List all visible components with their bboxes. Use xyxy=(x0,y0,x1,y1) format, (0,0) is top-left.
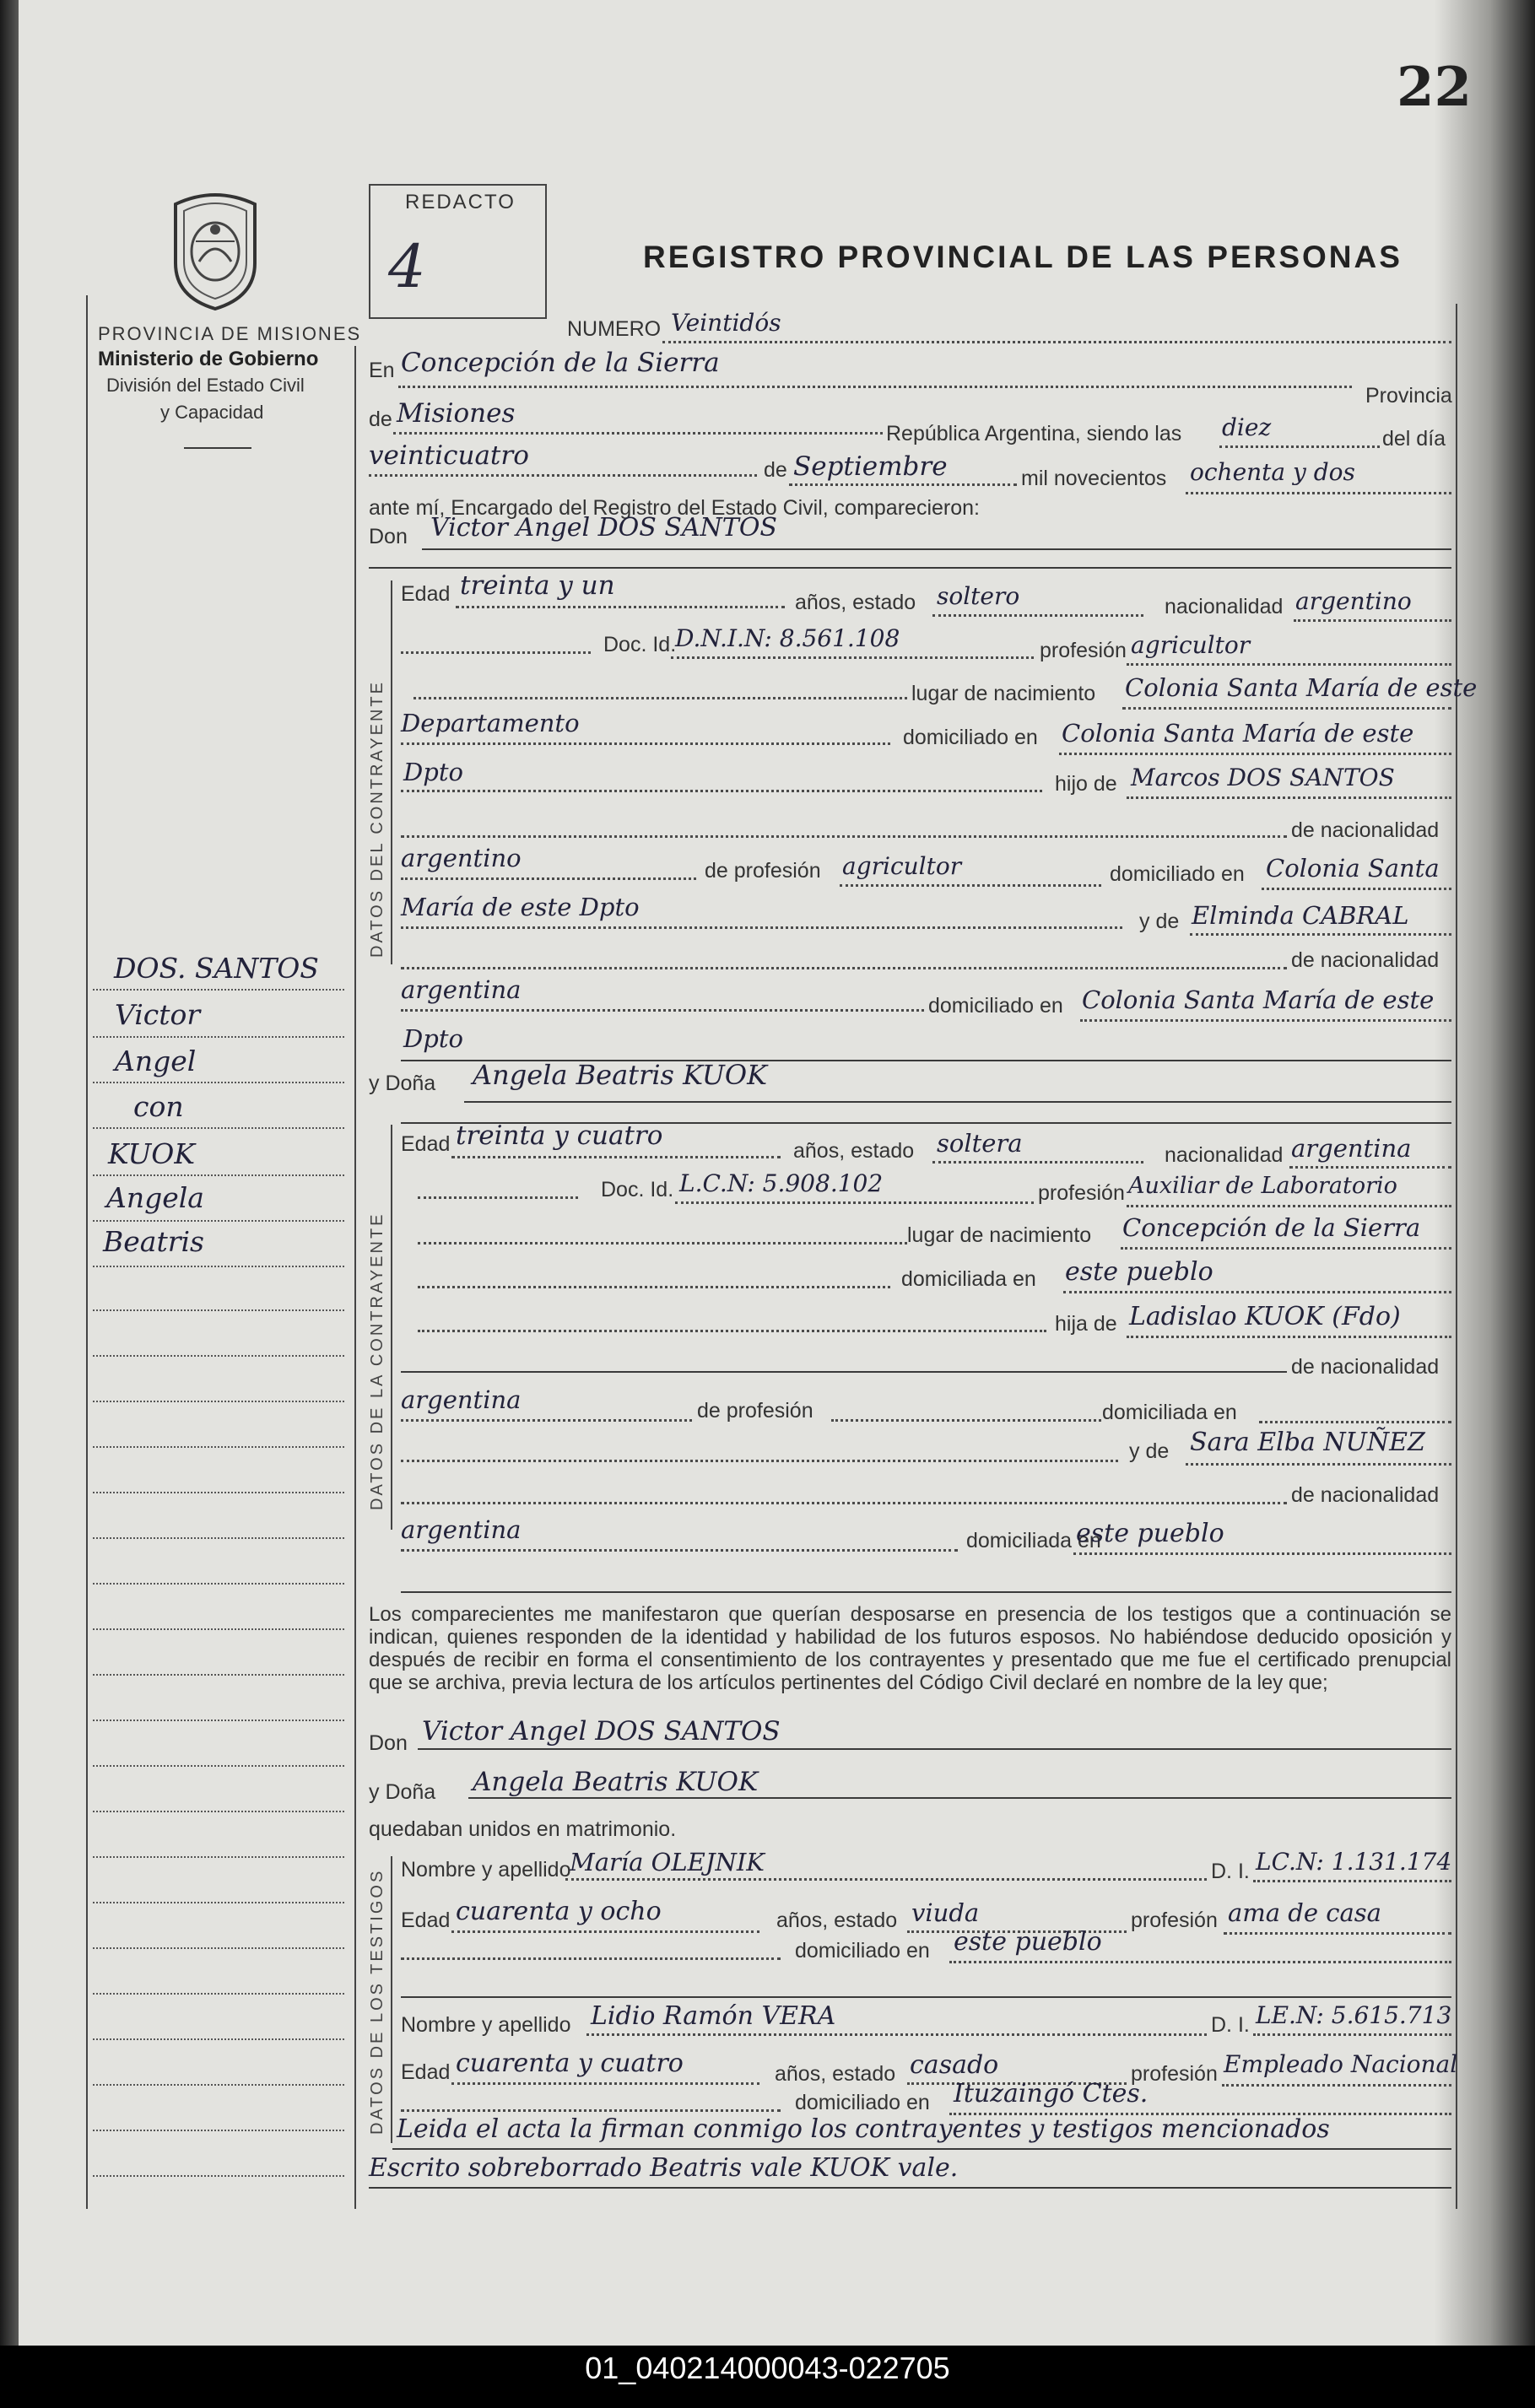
margin-line xyxy=(93,1082,344,1083)
header-ministry: Ministerio de Gobierno xyxy=(98,348,319,370)
w2-dom-label: domiciliado en xyxy=(795,2091,930,2114)
numero-label: NUMERO xyxy=(567,317,662,341)
margin-line xyxy=(93,1765,344,1767)
groom-name-line xyxy=(422,548,1451,550)
bride-padre-dom-label: domiciliada en xyxy=(1102,1401,1237,1424)
w2-edad-label: Edad xyxy=(401,2060,451,2084)
groom-padre-nac-pre-line xyxy=(401,835,1287,838)
w2-estado: casado xyxy=(910,2050,999,2080)
en-label: En xyxy=(369,359,395,382)
locality-line xyxy=(398,386,1352,388)
bride-madre-dom: este pueblo xyxy=(1076,1519,1224,1548)
bride-dom-label: domiciliada en xyxy=(901,1267,1036,1291)
bride-edad-line xyxy=(451,1156,781,1158)
bride-padre-nac-pre-line xyxy=(401,1371,1287,1373)
w2-anos-label: años, estado xyxy=(775,2062,896,2086)
groom-section-label: DATOS DEL CONTRAYENTE xyxy=(368,680,386,958)
margin-line xyxy=(93,1036,344,1038)
groom-name-line-2 xyxy=(369,567,1451,569)
bride-lugar: Concepción de la Sierra xyxy=(1122,1213,1421,1242)
union-closing: quedaban unidos en matrimonio. xyxy=(369,1817,677,1841)
provincial-coat-of-arms-icon xyxy=(165,186,265,310)
bride-padre-nac-line xyxy=(401,1419,692,1422)
groom-estado-line xyxy=(932,614,1143,617)
margin-line xyxy=(93,1583,344,1585)
bride-madre-dom-line xyxy=(1073,1552,1451,1555)
margin-line xyxy=(93,1492,344,1493)
w2-dom-pre-line xyxy=(401,2109,781,2112)
bride-estado-line xyxy=(932,1161,1143,1164)
bride-madre-nac-pre-line xyxy=(401,1502,1287,1504)
bride-anos-label: años, estado xyxy=(793,1139,915,1163)
union-bride-line xyxy=(468,1797,1451,1799)
bride-section-label: DATOS DE LA CONTRAYENTE xyxy=(368,1212,386,1510)
bride-y-de-label: y de xyxy=(1129,1439,1170,1463)
bride-hija-pre-line xyxy=(418,1330,1046,1332)
bride-de-nac-label: de nacionalidad xyxy=(1291,1355,1440,1379)
frame-left-rule xyxy=(86,295,88,2209)
bride-padre-nac: argentina xyxy=(401,1385,522,1414)
year-line xyxy=(1186,492,1451,494)
witnesses-section-label: DATOS DE LOS TESTIGOS xyxy=(368,1868,386,2135)
bride-end-line xyxy=(401,1591,1451,1593)
margin-line xyxy=(93,1220,344,1222)
bride-name: Angela Beatris KUOK xyxy=(473,1059,768,1091)
bride-edad-label: Edad xyxy=(401,1132,451,1156)
union-don-label: Don xyxy=(369,1731,408,1755)
groom-edad-label: Edad xyxy=(401,582,451,606)
bride-madre-line xyxy=(1186,1463,1451,1466)
province-value: Misiones xyxy=(397,398,516,429)
groom-padre-dom-label: domiciliado en xyxy=(1110,862,1245,886)
bride-madre-de-nac-label: de nacionalidad xyxy=(1291,1483,1440,1507)
groom-padre-prof-line xyxy=(840,884,1101,887)
groom-de-prof-label: de profesión xyxy=(705,859,821,883)
w1-di: LC.N: 1.131.174 xyxy=(1256,1848,1452,1876)
margin-line xyxy=(93,1993,344,1995)
header-division: División del Estado Civil xyxy=(106,375,305,396)
margin-line xyxy=(93,1628,344,1630)
bride-de-prof-label: de profesión xyxy=(697,1399,813,1423)
margin-line xyxy=(93,1355,344,1357)
margin-name: con xyxy=(133,1090,184,1123)
w1-prof-line xyxy=(1224,1932,1451,1935)
margin-line xyxy=(93,1401,344,1402)
w1-prof-label: profesión xyxy=(1131,1909,1218,1932)
bride-prof-label: profesión xyxy=(1038,1181,1125,1205)
bride-lugar-line xyxy=(1121,1247,1451,1250)
w1-profesion: ama de casa xyxy=(1228,1898,1381,1927)
header-province: PROVINCIA DE MISIONES xyxy=(98,323,362,344)
frame-margin-rule xyxy=(354,346,356,2209)
w1-dom-label: domiciliado en xyxy=(795,1939,930,1963)
union-groom-line xyxy=(418,1748,1451,1750)
margin-line xyxy=(93,1446,344,1448)
provincia-label: Provincia xyxy=(1365,384,1452,408)
w1-name-line xyxy=(565,1878,1207,1881)
numero-value: Veintidós xyxy=(671,309,781,337)
page-title: REGISTRO PROVINCIAL DE LAS PERSONAS xyxy=(643,240,1403,274)
republic-label: República Argentina, siendo las xyxy=(886,422,1182,445)
groom-domicilio: Colonia Santa María de este xyxy=(1062,719,1414,748)
declaration-text: Los comparecientes me manifestaron que querían desposarse en presencia de los testigos que a continuación se indican, quienes responden de la identidad y habilidad de los futuros esposos. No habiéndose deducido oposición y después de recibir en forma el consentimiento de los contrayentes y presentado que me fue el certificado prenupcial que se archiva, previa lectura de los artículos pertinentes del Código Civil declaré en nombre de la ley que; xyxy=(369,1603,1451,1694)
w2-edad-line xyxy=(451,2082,759,2085)
w2-nombre-label: Nombre y apellido xyxy=(401,2013,571,2037)
margin-line xyxy=(93,2038,344,2040)
groom-lugar: Colonia Santa María de este xyxy=(1125,673,1478,702)
w1-estado: viuda xyxy=(911,1898,980,1927)
w2-prof-line xyxy=(1222,2084,1451,2087)
bride-madre-dom-label: domiciliada en xyxy=(966,1529,1101,1552)
bride-doc-line xyxy=(675,1201,1034,1204)
day-value: veinticuatro xyxy=(369,440,529,471)
groom-doc: D.N.I.N: 8.561.108 xyxy=(675,624,900,652)
margin-line xyxy=(93,1947,344,1949)
margin-line xyxy=(93,1127,344,1129)
month-value: Septiembre xyxy=(793,451,948,482)
year-value: ochenta y dos xyxy=(1190,458,1355,486)
bride-domicilio: este pueblo xyxy=(1065,1257,1213,1287)
de-label: de xyxy=(369,408,392,431)
ante-mi-text: ante mí, Encargado del Registro del Estado Civil, comparecieron: xyxy=(369,496,980,520)
w1-di-label: D. I. xyxy=(1211,1860,1250,1883)
margin-name: Beatris xyxy=(103,1225,204,1258)
groom-madre-nac: argentina xyxy=(401,975,522,1004)
groom-doc-line xyxy=(671,656,1034,659)
groom-madre-dom: Colonia Santa María de este xyxy=(1082,985,1435,1014)
groom-padre-nac: argentino xyxy=(401,844,522,872)
binding-shadow xyxy=(1435,0,1535,2346)
bride-profesion: Auxiliar de Laboratorio xyxy=(1128,1173,1397,1199)
margin-name: Angela xyxy=(106,1181,204,1214)
union-groom: Victor Angel DOS SANTOS xyxy=(422,1716,781,1747)
closing-note-1: Leida el acta la firman conmigo los contrayentes y testigos mencionados xyxy=(397,2114,1330,2144)
groom-madre-dom-line xyxy=(1080,1019,1451,1022)
groom-anos-label: años, estado xyxy=(795,591,916,614)
bride-dom-line xyxy=(1063,1291,1451,1293)
bride-prof-line xyxy=(1127,1205,1451,1207)
numero-line xyxy=(662,341,1451,343)
w1-edad-line xyxy=(451,1930,759,1933)
province-line xyxy=(393,432,883,435)
w2-di: LE.N: 5.615.713 xyxy=(1256,2001,1452,2029)
page-number: 22 xyxy=(1397,56,1473,119)
w2-profesion: Empleado Nacional xyxy=(1224,2050,1458,2078)
margin-name: DOS. SANTOS xyxy=(114,952,319,985)
bride-lugar-label: lugar de nacimiento xyxy=(907,1223,1092,1247)
bride-name-line xyxy=(464,1101,1451,1103)
w1-dom-pre-line xyxy=(401,1957,781,1960)
groom-padre-dom: Colonia Santa xyxy=(1266,854,1440,883)
margin-line xyxy=(93,1309,344,1311)
groom-dom-line xyxy=(1059,753,1451,755)
bride-madre: Sara Elba NUÑEZ xyxy=(1190,1428,1425,1457)
frame-right-rule xyxy=(1456,304,1457,2209)
bride-dona-label: y Doña xyxy=(369,1072,436,1095)
header-capacity: y Capacidad xyxy=(160,402,264,423)
union-dona-label: y Doña xyxy=(369,1780,436,1804)
header-rule xyxy=(184,447,251,449)
groom-lugar-label: lugar de nacimiento xyxy=(911,682,1096,705)
del-dia-label: del día xyxy=(1382,427,1446,451)
groom-dom-2-line xyxy=(401,790,1042,792)
margin-line xyxy=(93,1811,344,1812)
groom-lugar-line xyxy=(1122,707,1451,710)
w2-name: Lidio Ramón VERA xyxy=(591,2001,836,2031)
bride-madre-nac-line xyxy=(401,1549,958,1552)
bride-section-bracket xyxy=(391,1125,403,1530)
bride-dom-pre-line xyxy=(418,1286,890,1288)
margin-line xyxy=(93,1720,344,1721)
groom-nac-label: nacionalidad xyxy=(1165,595,1284,618)
margin-name: Victor xyxy=(115,998,201,1031)
hour-line xyxy=(1219,445,1380,448)
groom-hijo-label: hijo de xyxy=(1055,772,1117,796)
bride-padre-prof-line xyxy=(831,1419,1101,1422)
bride-nac-label: nacionalidad xyxy=(1165,1143,1284,1167)
groom-lugar-2-line xyxy=(401,742,890,745)
margin-line xyxy=(93,1174,344,1176)
bride-doc-label: Doc. Id. xyxy=(601,1178,674,1201)
w1-domicilio: este pueblo xyxy=(954,1927,1102,1957)
groom-don-label: Don xyxy=(369,525,408,548)
groom-profesion: agricultor xyxy=(1131,631,1251,659)
w1-edad-label: Edad xyxy=(401,1909,451,1932)
month-line xyxy=(789,483,1017,486)
w2-prof-label: profesión xyxy=(1131,2062,1218,2086)
redacto-label: REDACTO xyxy=(405,191,516,213)
groom-prof-label: profesión xyxy=(1040,639,1127,662)
bride-nac-line xyxy=(1289,1166,1451,1169)
groom-padre-line xyxy=(1127,796,1451,799)
closing-note-2-line xyxy=(369,2187,1451,2189)
margin-line xyxy=(93,1902,344,1903)
groom-padre-nac-line xyxy=(401,877,696,880)
locality-value: Concepción de la Sierra xyxy=(401,348,720,378)
groom-madre-de-nac-label: de nacionalidad xyxy=(1291,948,1440,972)
groom-padre-prof: agricultor xyxy=(842,852,962,880)
groom-madre-line xyxy=(1190,933,1451,936)
margin-line xyxy=(93,1856,344,1858)
margin-line xyxy=(93,2175,344,2177)
groom-padre-dom-line xyxy=(1262,888,1451,890)
union-bride: Angela Beatris KUOK xyxy=(473,1767,759,1797)
bride-padre: Ladislao KUOK (Fdo) xyxy=(1129,1302,1401,1331)
groom-madre-nac-line xyxy=(401,1009,924,1012)
groom-lugar-pre-line xyxy=(413,697,907,699)
bride-edad: treinta y cuatro xyxy=(456,1120,663,1151)
w2-domicilio: Ituzaingó Ctes. xyxy=(954,2079,1149,2108)
margin-line xyxy=(93,1266,344,1267)
closing-note-2: Escrito sobreborrado Beatris vale KUOK vale. xyxy=(369,2153,959,2183)
groom-de-nac-label: de nacionalidad xyxy=(1291,818,1440,842)
bride-padre-dom-line xyxy=(1259,1421,1451,1423)
w2-name-line xyxy=(586,2033,1207,2036)
groom-prof-line xyxy=(1127,663,1451,666)
groom-edad-line xyxy=(456,606,785,608)
margin-name: Angel xyxy=(115,1045,197,1077)
groom-nac-line xyxy=(1294,619,1451,622)
hour-value: diez xyxy=(1222,413,1272,441)
groom-padre-dom-2-line xyxy=(401,926,1122,929)
margin-line xyxy=(93,1674,344,1676)
groom-madre: Elminda CABRAL xyxy=(1192,901,1409,930)
groom-edad: treinta y un xyxy=(460,570,615,601)
footer-code: 01_040214000043-022705 xyxy=(585,2351,950,2385)
page-left-edge xyxy=(0,0,19,2346)
groom-madre-dom-2: Dpto xyxy=(403,1024,463,1053)
bride-hija-label: hija de xyxy=(1055,1312,1117,1336)
bride-doc: L.C.N: 5.908.102 xyxy=(679,1169,884,1197)
closing-note-1-line xyxy=(392,2148,1451,2150)
w2-edad: cuarenta y cuatro xyxy=(456,2049,684,2078)
redacto-mark: 4 xyxy=(388,232,426,301)
groom-doc-pre-line xyxy=(401,651,591,654)
groom-padre: Marcos DOS SANTOS xyxy=(1131,764,1395,791)
groom-nacionalidad: argentino xyxy=(1295,587,1412,615)
witnesses-section-bracket xyxy=(391,1856,403,2143)
w1-di-line xyxy=(1253,1880,1451,1882)
day-line xyxy=(369,474,757,477)
w1-dom-line xyxy=(949,1961,1451,1963)
bride-madre-nac: argentina xyxy=(401,1515,522,1544)
margin-line xyxy=(93,2084,344,2086)
bride-lugar-pre-line xyxy=(418,1242,907,1244)
mil-label: mil novecientos xyxy=(1021,467,1167,490)
margin-line xyxy=(93,1537,344,1539)
w1-end-line xyxy=(401,1996,1451,1998)
groom-doc-label: Doc. Id. xyxy=(603,633,677,656)
w1-nombre-label: Nombre y apellido xyxy=(401,1858,571,1882)
w2-di-label: D. I. xyxy=(1211,2013,1250,2037)
margin-name: KUOK xyxy=(108,1137,195,1170)
w2-di-line xyxy=(1253,2033,1451,2036)
w1-edad: cuarenta y ocho xyxy=(456,1897,662,1926)
groom-y-de-label: y de xyxy=(1139,910,1180,933)
bride-y-de-pre-line xyxy=(401,1460,1118,1462)
groom-madre-nac-pre-line xyxy=(401,967,1287,969)
groom-madre-dom-label: domiciliado en xyxy=(928,994,1063,1018)
groom-lugar-2: Departamento xyxy=(401,709,580,737)
groom-dom-label: domiciliado en xyxy=(903,726,1038,749)
groom-name: Victor Angel DOS SANTOS xyxy=(430,513,777,543)
groom-estado: soltero xyxy=(937,582,1020,610)
margin-line xyxy=(93,989,344,991)
bride-estado: soltera xyxy=(937,1129,1023,1158)
groom-domicilio-2: Dpto xyxy=(403,758,463,786)
bride-nacionalidad: argentina xyxy=(1291,1134,1412,1163)
month-de-label: de xyxy=(764,458,787,482)
groom-padre-dom-2: María de este Dpto xyxy=(401,893,640,921)
w1-name: María OLEJNIK xyxy=(570,1848,765,1876)
bride-doc-pre-line xyxy=(418,1196,578,1199)
w1-anos-label: años, estado xyxy=(776,1909,898,1932)
margin-line xyxy=(93,2130,344,2131)
bride-padre-line xyxy=(1127,1336,1451,1338)
